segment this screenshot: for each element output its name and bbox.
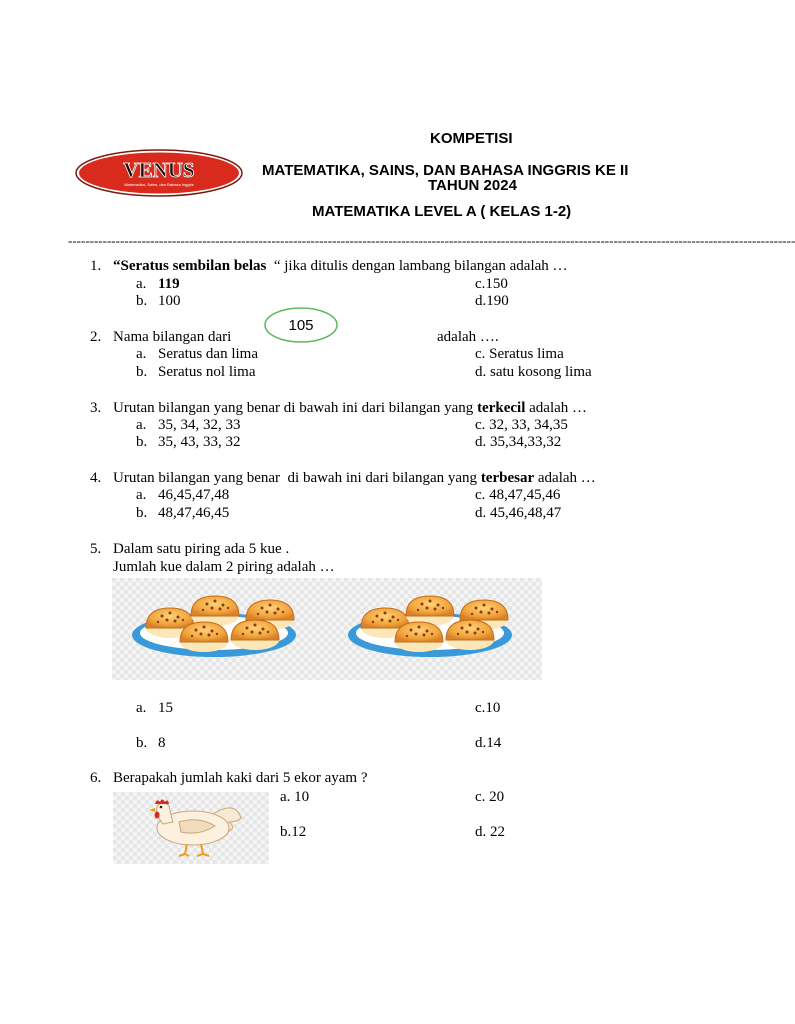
q3-option-c: c. 32, 33, 34,35 <box>475 417 568 433</box>
q5-option-b-label: b. <box>136 735 148 751</box>
question-5-text-2: Jumlah kue dalam 2 piring adalah … <box>113 559 335 575</box>
q3-option-d: d. 35,34,33,32 <box>475 434 562 450</box>
question-2-number: 2. <box>90 329 102 345</box>
q4-option-d: d. 45,46,48,47 <box>475 505 562 521</box>
q4-option-c: c. 48,47,45,46 <box>475 487 561 503</box>
q4-option-b-label: b. <box>136 505 148 521</box>
question-4-bold: terbesar <box>480 470 535 486</box>
question-3-number: 3. <box>90 400 102 416</box>
q2-option-b: Seratus nol lima <box>158 364 256 380</box>
q6-option-d: d. 22 <box>475 824 505 840</box>
question-4-pre: Urutan bilangan yang benar di bawah ini dari bilangan yang <box>113 470 481 486</box>
question-1-text <box>113 258 568 275</box>
question-2-text: Nama bilangan dari <box>113 329 232 345</box>
header-year: TAHUN 2024 <box>428 177 517 194</box>
q1-option-d: d.190 <box>475 293 509 309</box>
q1-option-b-label: b. <box>136 293 148 309</box>
question-4-post: adalah … <box>534 470 596 486</box>
question-3-text <box>113 400 587 417</box>
plates-of-buns-image <box>112 578 542 680</box>
question-1-rest: “ jika ditulis dengan lambang bilangan adalah … <box>266 258 568 274</box>
venus-logo <box>74 148 244 198</box>
q2-option-d: d. satu kosong lima <box>475 364 592 380</box>
question-2-text-after: adalah …. <box>437 329 499 345</box>
q4-option-a-label: a. <box>136 487 147 503</box>
question-1-number: 1. <box>90 258 102 274</box>
question-1-bold: “Seratus sembilan belas <box>113 258 267 274</box>
q3-option-a-label: a. <box>136 417 147 433</box>
q6-option-a: a. 10 <box>280 789 310 805</box>
q2-option-a: Seratus dan lima <box>158 346 258 362</box>
q2-option-c: c. Seratus lima <box>475 346 564 362</box>
q1-option-c: c.150 <box>475 276 508 292</box>
question-4-text <box>113 470 596 487</box>
header-title: MATEMATIKA, SAINS, DAN BAHASA INGGRIS KE II <box>262 162 629 179</box>
svg-text:VENUS: VENUS <box>123 158 195 182</box>
question-3-pre: Urutan bilangan yang benar di bawah ini dari bilangan yang <box>113 400 478 416</box>
q1-option-b: 100 <box>158 293 181 309</box>
question-4-number: 4. <box>90 470 102 486</box>
q2-option-a-label: a. <box>136 346 147 362</box>
question-6-number: 6. <box>90 770 102 786</box>
chicken-image <box>113 792 269 864</box>
q3-option-a: 35, 34, 32, 33 <box>158 417 241 433</box>
q4-option-a: 46,45,47,48 <box>158 487 230 503</box>
q5-option-b: 8 <box>158 735 166 751</box>
question-5-number: 5. <box>90 541 102 557</box>
question-3-bold: terkecil <box>477 400 526 416</box>
q1-option-a-label: a. <box>136 276 147 292</box>
q3-option-b: 35, 43, 33, 32 <box>158 434 241 450</box>
header-level: MATEMATIKA LEVEL A ( KELAS 1-2) <box>312 203 572 220</box>
q6-option-c: c. 20 <box>475 789 505 805</box>
number-oval <box>263 306 339 344</box>
q5-option-c: c.10 <box>475 700 501 716</box>
question-3-post: adalah … <box>525 400 588 416</box>
header-divider: ------------------------------------------------------------------------------------------------------------------------------------------------------------------------ <box>68 233 795 248</box>
q4-option-b: 48,47,46,45 <box>158 505 230 521</box>
q2-option-b-label: b. <box>136 364 148 380</box>
q1-option-a: 119 <box>158 276 180 292</box>
q3-option-b-label: b. <box>136 434 148 450</box>
question-6-text: Berapakah jumlah kaki dari 5 ekor ayam ? <box>113 770 368 786</box>
question-5-text: Dalam satu piring ada 5 kue . <box>113 541 290 557</box>
q6-option-b: b.12 <box>280 824 307 840</box>
q5-option-d: d.14 <box>475 735 502 751</box>
q5-option-a-label: a. <box>136 700 147 716</box>
header-kompetisi: KOMPETISI <box>430 130 513 147</box>
q5-option-a: 15 <box>158 700 173 716</box>
svg-text:Matematika, Sains, dan Bahasa: Matematika, Sains, dan Bahasa Inggris <box>124 182 194 187</box>
svg-text:105: 105 <box>288 317 314 334</box>
